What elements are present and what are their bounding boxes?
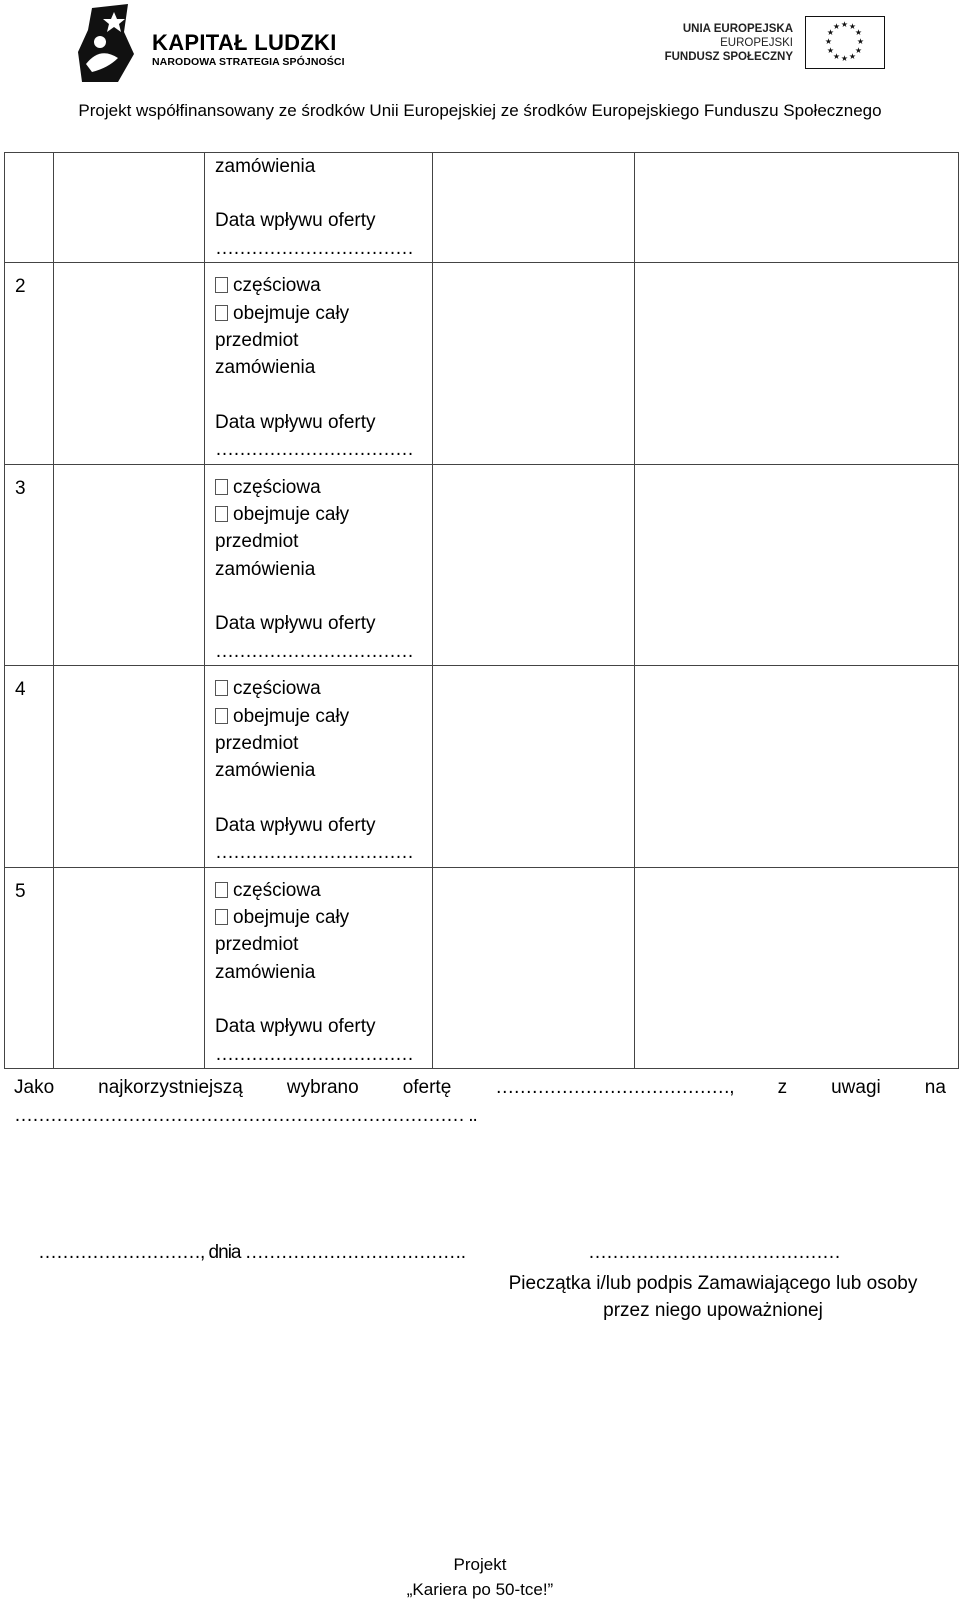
option-full-label-3: zamówienia: [215, 558, 316, 580]
date-label: Data wpływu oferty: [215, 1016, 376, 1038]
eu-logo-line3: FUNDUSZ SPOŁECZNY: [664, 51, 793, 63]
selected-word: najkorzystniejszą: [98, 1077, 243, 1098]
footer: [0, 1552, 960, 1602]
offer-value-cell: [433, 666, 635, 867]
selected-offer-line: [14, 1077, 946, 1099]
date-field[interactable]: ……………………………: [215, 237, 413, 259]
place-date-field[interactable]: ………………………, dnia ……………………………….: [38, 1242, 466, 1263]
signature-field[interactable]: ……………………………………: [588, 1242, 840, 1263]
offer-value-cell: [433, 263, 635, 464]
svg-text:★: ★: [848, 22, 857, 31]
option-full-label-2: przedmiot: [215, 330, 299, 352]
offer-number: 2: [15, 276, 26, 298]
eu-logo: [660, 16, 885, 72]
offer-notes-cell: [635, 666, 959, 867]
offers-table: [4, 152, 959, 1069]
option-full[interactable]: [215, 904, 432, 931]
kapital-ludzki-subtitle: NARODOWA STRATEGIA SPÓJNOŚCI: [152, 56, 345, 68]
kapital-ludzki-emblem-icon: [78, 2, 138, 86]
offer-notes-cell: [635, 153, 959, 263]
offer-scope-cell: [205, 153, 433, 263]
eu-logo-line1: UNIA EUROPEJSKA: [682, 23, 793, 35]
option-partial[interactable]: [215, 272, 432, 299]
selected-word: na: [924, 1077, 946, 1098]
svg-text:★: ★: [854, 46, 863, 55]
option-full-label-2: przedmiot: [215, 531, 299, 553]
kapital-ludzki-logo: [78, 2, 348, 88]
checkbox-icon[interactable]: [215, 479, 228, 495]
offer-notes-cell: [635, 263, 959, 464]
option-full-label-2: przedmiot: [215, 732, 299, 754]
date-field[interactable]: ……………………………: [215, 640, 413, 662]
svg-text:★: ★: [832, 52, 841, 61]
option-partial[interactable]: [215, 877, 432, 904]
option-partial-label: częściowa: [233, 275, 321, 297]
offer-number-cell: [5, 153, 54, 263]
selected-word: Jako: [14, 1077, 55, 1098]
option-full-label: obejmuje cały: [233, 302, 350, 324]
offer-notes-cell: [635, 464, 959, 665]
option-full-label-2: przedmiot: [215, 934, 299, 956]
table-row: [5, 153, 959, 263]
svg-text:★: ★: [832, 22, 841, 31]
signature-caption-line2: przez niego upoważnionej: [603, 1300, 823, 1321]
offer-value-cell: [433, 867, 635, 1068]
option-full-label: obejmuje cały: [233, 906, 350, 928]
offer-number: 3: [15, 477, 26, 499]
offer-scope-cell: [205, 867, 433, 1068]
eu-logo-line2: EUROPEJSKI: [720, 37, 793, 49]
table-row: [5, 464, 959, 665]
option-full-label-3: zamówienia: [215, 961, 316, 983]
svg-text:★: ★: [824, 37, 833, 46]
signature-caption-line1: Pieczątka i/lub podpis Zamawiającego lub osoby: [508, 1273, 918, 1294]
offer-number-cell: [5, 867, 54, 1068]
option-full[interactable]: [215, 703, 432, 730]
selection-reason-field[interactable]: ………………………………………………………………… ..: [14, 1105, 477, 1126]
date-field[interactable]: ……………………………: [215, 842, 413, 864]
offer-scope-cell: [205, 263, 433, 464]
offer-name-cell: [54, 867, 205, 1068]
offer-scope-cell: [205, 666, 433, 867]
option-partial-label: częściowa: [233, 678, 321, 700]
svg-text:★: ★: [854, 28, 863, 37]
offer-value-cell: [433, 464, 635, 665]
selected-word: uwagi: [831, 1077, 881, 1098]
table-row: [5, 666, 959, 867]
checkbox-icon[interactable]: [215, 277, 228, 293]
option-full[interactable]: [215, 300, 432, 327]
table-row: [5, 867, 959, 1068]
option-full-label-3: zamówienia: [215, 357, 316, 379]
date-label: Data wpływu oferty: [215, 814, 376, 836]
scope-text: zamówienia: [215, 156, 316, 177]
option-full-label: obejmuje cały: [233, 504, 350, 526]
date-field[interactable]: ……………………………: [215, 439, 413, 461]
offer-name-cell: [54, 666, 205, 867]
checkbox-icon[interactable]: [215, 708, 228, 724]
selected-offer-field[interactable]: …………………………………,: [495, 1077, 734, 1098]
checkbox-icon[interactable]: [215, 909, 228, 925]
option-full-label: obejmuje cały: [233, 705, 350, 727]
table-row: [5, 263, 959, 464]
eu-stars-icon: [806, 17, 883, 67]
eu-logo-text: [665, 22, 793, 64]
date-label: Data wpływu oferty: [215, 613, 376, 635]
date-label: Data wpływu oferty: [215, 210, 376, 232]
offer-number: 5: [15, 880, 26, 902]
svg-text:★: ★: [848, 52, 857, 61]
cofinancing-note: Projekt współfinansowany ze środków Unii Europejskiej ze środków Europejskiego Funduszu Społecznego: [78, 101, 882, 120]
selected-word: ofertę: [402, 1077, 452, 1098]
date-field[interactable]: ……………………………: [215, 1043, 413, 1065]
offer-notes-cell: [635, 867, 959, 1068]
svg-text:★: ★: [826, 46, 835, 55]
option-partial-label: częściowa: [233, 476, 321, 498]
option-full-label-3: zamówienia: [215, 760, 316, 782]
svg-text:★: ★: [840, 54, 849, 63]
option-partial[interactable]: [215, 675, 432, 702]
offer-scope-cell: [205, 464, 433, 665]
offer-number-cell: [5, 263, 54, 464]
selected-word: z: [777, 1077, 788, 1098]
svg-text:★: ★: [856, 37, 865, 46]
svg-text:★: ★: [826, 28, 835, 37]
offer-number-cell: [5, 464, 54, 665]
footer-line1: Projekt: [453, 1555, 507, 1574]
option-full[interactable]: [215, 501, 432, 528]
checkbox-icon[interactable]: [215, 882, 228, 898]
offer-number: 4: [15, 679, 26, 701]
kapital-ludzki-title: KAPITAŁ LUDZKI: [152, 30, 337, 55]
checkbox-icon[interactable]: [215, 305, 228, 321]
date-label: Data wpływu oferty: [215, 411, 376, 433]
option-partial-label: częściowa: [233, 879, 321, 901]
offer-number-cell: [5, 666, 54, 867]
offer-name-cell: [54, 464, 205, 665]
offer-value-cell: [433, 153, 635, 263]
svg-text:★: ★: [840, 20, 849, 29]
footer-project-name: „Kariera po 50-tce!”: [406, 1580, 554, 1599]
signature-caption: [470, 1270, 956, 1324]
option-partial[interactable]: [215, 474, 432, 501]
selected-word: wybrano: [286, 1077, 359, 1098]
offer-name-cell: [54, 263, 205, 464]
checkbox-icon[interactable]: [215, 680, 228, 696]
checkbox-icon[interactable]: [215, 506, 228, 522]
offer-name-cell: [54, 153, 205, 263]
eu-flag: [805, 16, 885, 69]
